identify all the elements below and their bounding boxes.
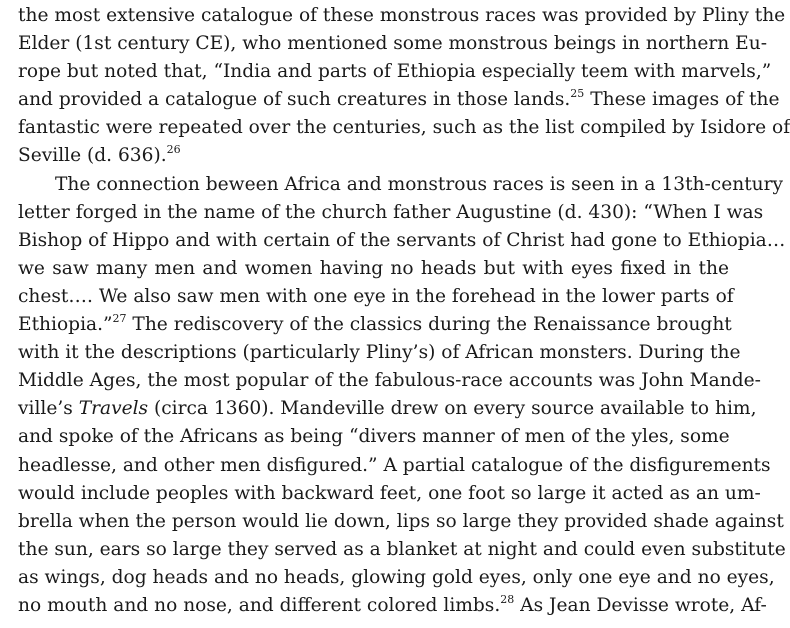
text-line: we saw many men and women having no heads but with eyes fixed in the (18, 257, 729, 279)
text-line (18, 592, 767, 620)
text-line: would include peoples with backward feet, one foot so large it acted as an um- (18, 482, 761, 504)
text-line: Middle Ages, the most popular of the fabulous-race accounts was John Mande- (18, 370, 761, 392)
text-line: the most extensive catalogue of these monstrous races was provided by Pliny the (18, 5, 786, 26)
paragraph-1 (18, 2, 790, 171)
footnote-marker-26[interactable]: 26 (166, 143, 181, 157)
text-line: fantastic were repeated over the centuries, such as the list compiled by Isidore of (18, 117, 790, 139)
footnote-marker-28[interactable]: 28 (500, 592, 515, 606)
book-title-travels: Travels (78, 398, 149, 420)
document-page (18, 2, 790, 620)
footnote-marker-25[interactable]: 25 (570, 87, 585, 101)
footnote-marker-27[interactable]: 27 (112, 311, 127, 325)
text-span: ville’s (18, 398, 79, 420)
text-line (18, 395, 757, 423)
text-span: Ethiopia.” (18, 314, 113, 336)
text-line (18, 311, 732, 339)
text-line (18, 142, 729, 170)
text-line: and spoke of the Africans as being “divers manner of men of the yles, some (18, 426, 730, 448)
text-line: letter forged in the name of the church father Augustine (d. 430): “When I was (18, 201, 764, 223)
text-span: (circa 1360). Mandeville drew on every source available to him, (148, 398, 757, 420)
text-line: brella when the person would lie down, lips so large they provided shade against (18, 510, 784, 532)
text-span: Seville (d. 636). (18, 145, 167, 167)
text-line: with it the descriptions (particularly Pliny’s) of African monsters. During the (18, 342, 741, 364)
text-span: The rediscovery of the classics during the Renaissance brought (126, 314, 732, 336)
text-line: Bishop of Hippo and with certain of the servants of Christ had gone to Ethiopia… (18, 229, 786, 251)
text-line: The connection beween Africa and monstrous races is seen in a 13th-century (55, 173, 784, 195)
text-span: and provided a catalogue of such creatures in those lands. (18, 89, 571, 111)
text-line: rope but noted that, “India and parts of Ethiopia especially teem with marvels,” (18, 61, 772, 83)
text-line: chest…. We also saw men with one eye in the forehead in the lower parts of (18, 285, 734, 307)
text-line: Elder (1st century CE), who mentioned some monstrous beings in northern Eu- (18, 33, 767, 55)
text-span: These images of the (584, 89, 780, 111)
text-line: headlesse, and other men disfigured.” A partial catalogue of the disfigurements (18, 454, 771, 476)
text-line: the sun, ears so large they served as a blanket at night and could even substitute (18, 538, 786, 560)
text-line (18, 86, 780, 114)
text-span: no mouth and no nose, and different colored limbs. (18, 594, 501, 616)
text-span: As Jean Devisse wrote, Af- (514, 594, 767, 616)
text-line: as wings, dog heads and no heads, glowing gold eyes, only one eye and no eyes, (18, 566, 775, 588)
paragraph-2 (18, 171, 786, 621)
